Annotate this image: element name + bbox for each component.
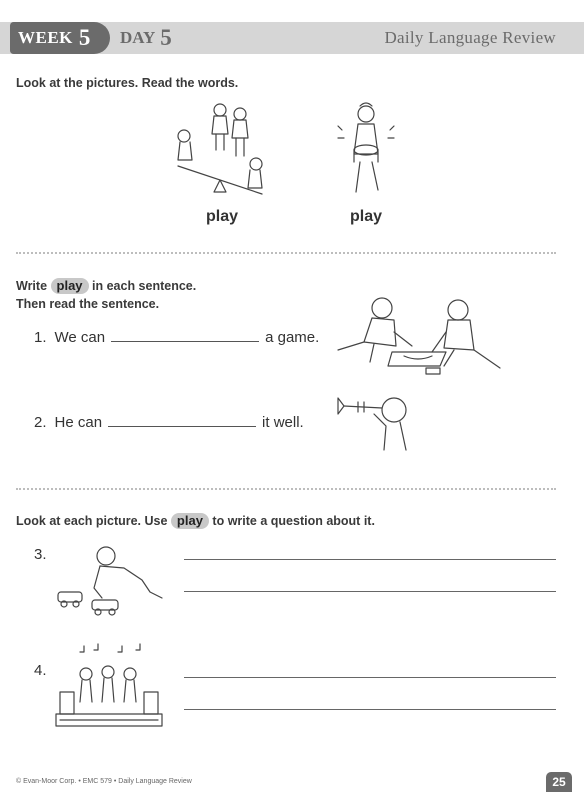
section-divider-2: [16, 488, 556, 490]
boy-with-toy-cars-picture: [54, 546, 170, 614]
week-tab: [10, 22, 110, 54]
boy-with-trumpet-picture: [334, 392, 412, 452]
sentence-number: 1.: [34, 329, 47, 346]
page-header: [0, 0, 584, 54]
sentence-2: [34, 414, 304, 431]
answer-line-4a[interactable]: [184, 677, 556, 678]
answer-line-3b[interactable]: [184, 591, 556, 592]
section-divider-1: [16, 252, 556, 254]
question-4-number: 4.: [34, 662, 47, 679]
page-number: 25: [546, 772, 572, 792]
page-title: Daily Language Review: [384, 28, 556, 47]
sentence-text-before: He can: [54, 414, 103, 431]
question-3-number: 3.: [34, 546, 47, 563]
sentence-text-after: a game.: [265, 329, 320, 346]
week-label: WEEK: [18, 28, 73, 47]
section3-instruction-pre: Look at each picture. Use: [16, 514, 168, 528]
word-play-right: play: [350, 208, 383, 225]
footer-credit: © Evan-Moor Corp. • EMC 579 • Daily Language Review: [16, 778, 192, 785]
girl-with-drum-picture: [336, 100, 396, 200]
word-play-pill: play: [51, 278, 89, 294]
children-playing-board-game-picture: [334, 292, 504, 374]
section3-instruction: [16, 512, 375, 530]
section2-instruction-post: in each sentence.: [92, 279, 197, 293]
section2-instruction: [16, 277, 196, 313]
section2-instruction-pre: Write: [16, 279, 48, 293]
sentence-text-before: We can: [54, 329, 106, 346]
sentence-text-after: it well.: [262, 414, 304, 431]
children-on-seesaw-picture: [170, 100, 270, 205]
section3-instruction-post: to write a question about it.: [212, 514, 375, 528]
section1-instruction: Look at the pictures. Read the words.: [16, 76, 239, 90]
week-number: 5: [78, 25, 91, 50]
answer-blank-1[interactable]: [111, 341, 259, 342]
answer-line-4b[interactable]: [184, 709, 556, 710]
sentence-number: 2.: [34, 414, 47, 431]
day-number: 5: [160, 25, 172, 50]
band-on-stage-picture: [54, 646, 164, 728]
word-play-pill: play: [171, 513, 209, 529]
answer-blank-2[interactable]: [108, 426, 256, 427]
word-play-left: play: [206, 208, 239, 225]
day-label: DAY: [120, 28, 156, 47]
section2-instruction-line2: Then read the sentence.: [16, 297, 160, 311]
sentence-1: [34, 329, 319, 346]
answer-line-3a[interactable]: [184, 559, 556, 560]
day-indicator: [120, 22, 172, 54]
